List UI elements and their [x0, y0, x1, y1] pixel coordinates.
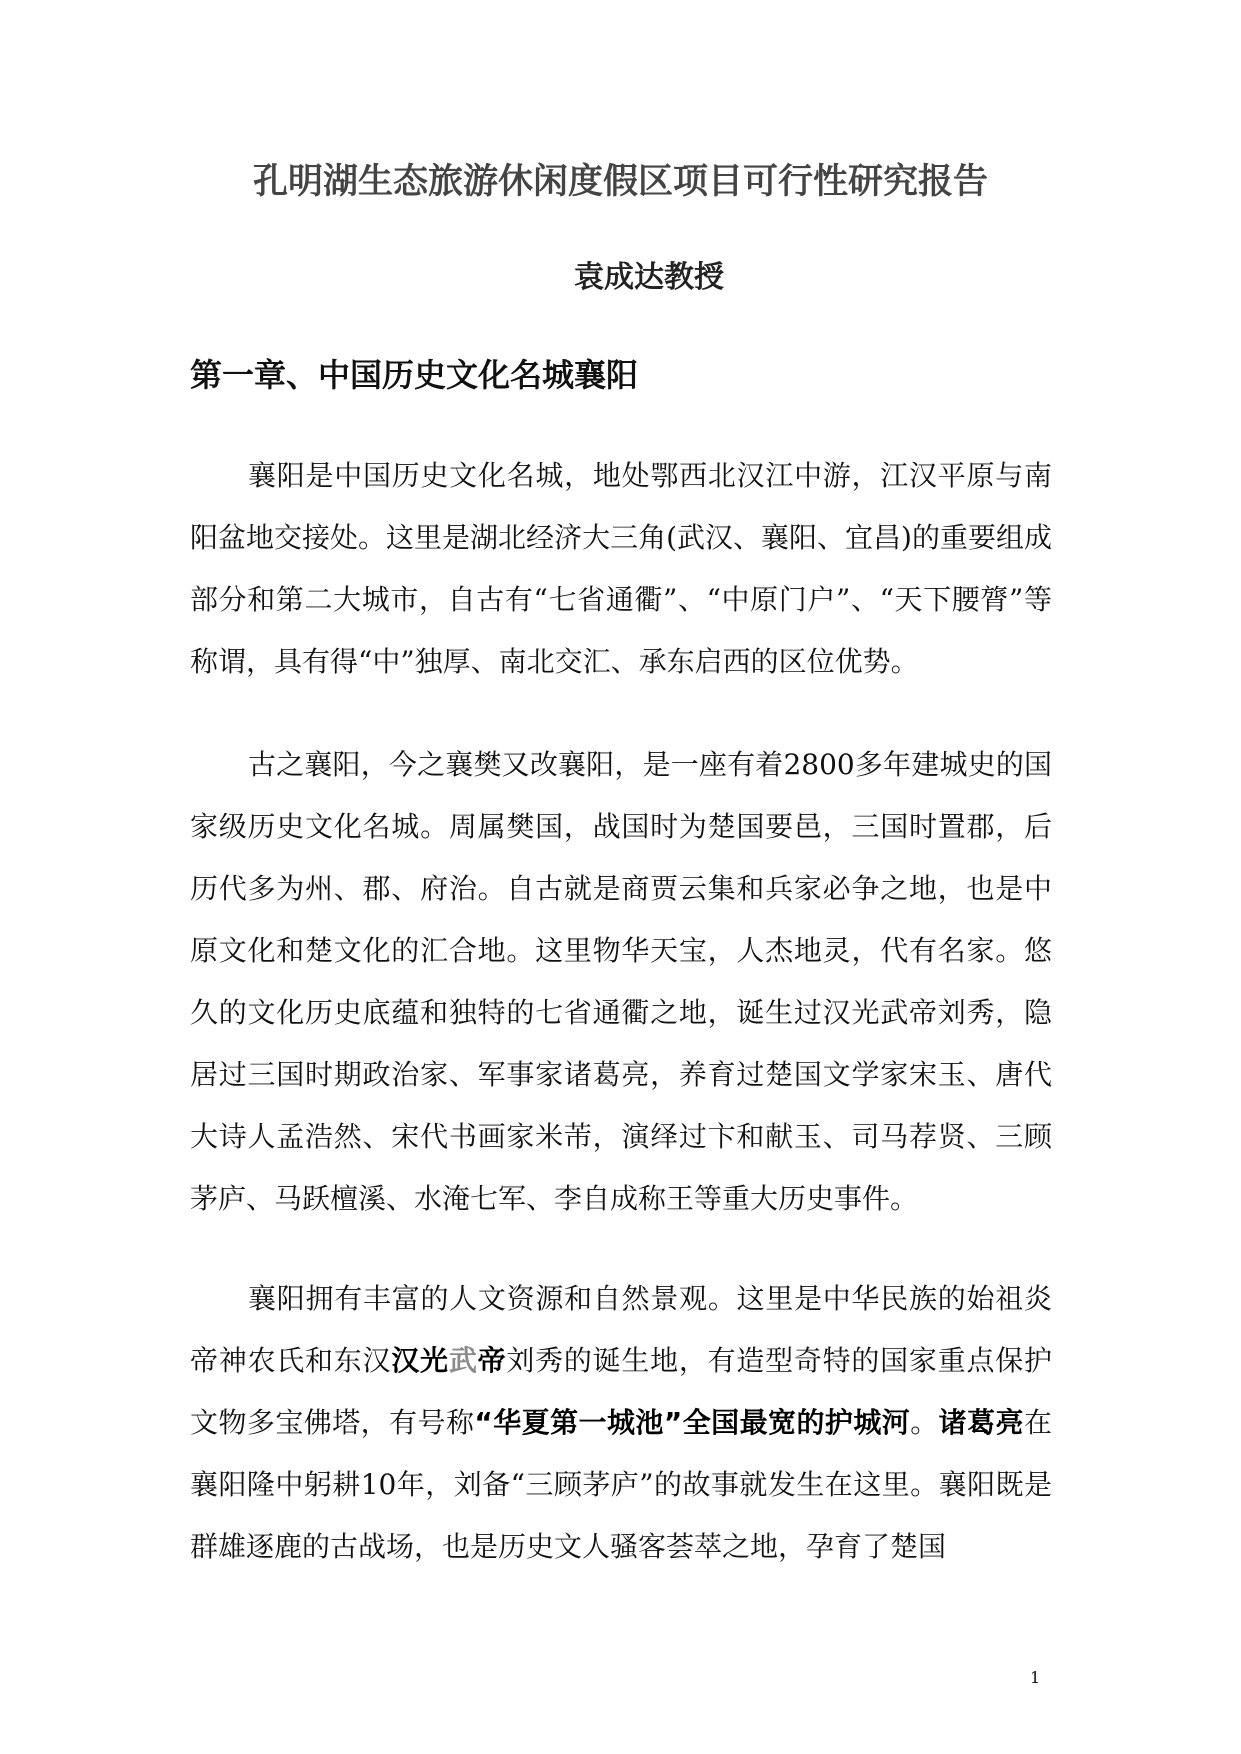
paragraph-3-bold-2: 帝 — [477, 1344, 507, 1377]
paragraph-3 — [190, 1268, 1052, 1578]
paragraph-3-text-4: 在襄阳隆中躬耕10年，刘备“三顾茅庐”的故事就发生在这里。襄阳既是群雄逐鹿的古战场，也是历史文人骚客荟萃之地，孕育了楚国 — [190, 1406, 1052, 1563]
paragraph-3-bold-1: 汉光 — [391, 1344, 449, 1377]
paragraph-3-faded-1: 武 — [448, 1344, 478, 1377]
document-author: 袁成达教授 — [574, 260, 724, 295]
paragraph-3-text-2: 刘秀的诞生地，有造型奇特的国家重点保护文物多宝佛塔，有号称 — [190, 1344, 1052, 1439]
paragraph-3-text-1: 襄阳拥有丰富的人文资源和自然景观。这里是中华民族的始祖炎帝神农氏和东汉 — [190, 1282, 1052, 1377]
paragraph-2: 古之襄阳，今之襄樊又改襄阳，是一座有着2800多年建城史的国家级历史文化名城。周属樊国，战国时为楚国要邑，三国时置郡，后历代多为州、郡、府治。自古就是商贾云集和兵家必争之地，也是中原文化和楚文化的汇合地。这里物华天宝，人杰地灵，代有名家。悠久的文化历史底蕴和独特的七省通衢之地，诞生过汉光武帝刘秀，隐居过三国时期政治家、军事家诸葛亮，养育过楚国文学家宋玉、唐代大诗人孟浩然、宋代书画家米芾，演绎过卞和献玉、司马荐贤、三顾茅庐、马跃檀溪、水淹七军、李自成称王等重大历史事件。 — [190, 748, 1052, 1215]
page-number: 1 — [1030, 1668, 1041, 1687]
paragraph-3-bold-4: 诸葛亮 — [938, 1406, 1024, 1439]
paragraph-3-bold-3: “华夏第一城池”全国最宽的护城河 — [474, 1406, 911, 1439]
paragraph-1: 襄阳是中国历史文化名城，地处鄂西北汉江中游，江汉平原与南阳盆地交接处。这里是湖北经济大三角(武汉、襄阳、宜昌)的重要组成部分和第二大城市，自古有“七省通衢”、“中原门户”、“天下腰膂”等称谓，具有得“中”独厚、南北交汇、承东启西的区位优势。 — [190, 459, 1052, 678]
chapter-heading: 第一章、中国历史文化名城襄阳 — [190, 356, 639, 394]
document-title: 孔明湖生态旅游休闲度假区项目可行性研究报告 — [252, 162, 988, 202]
paragraph-3-text-3: 。 — [910, 1406, 939, 1439]
